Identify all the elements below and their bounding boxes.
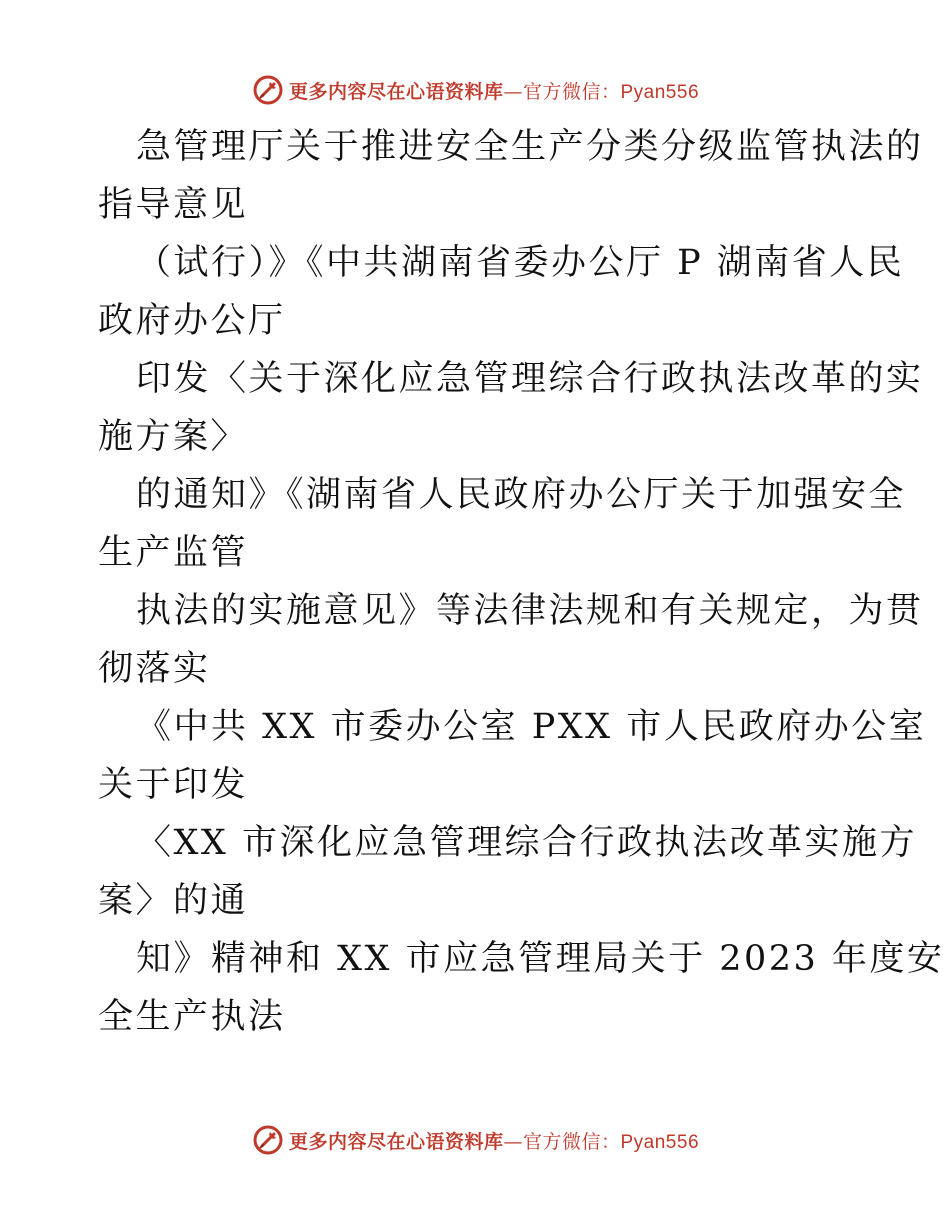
footer-banner [0,1120,950,1160]
body-line: 政府办公厅 [98,301,286,341]
body-line: 指导意见 [98,185,249,225]
body-line: 《中共 XX 市委办公室 PXX 市人民政府办公室 [136,707,927,747]
body-line: 施方案〉 [98,417,249,457]
logo-icon [251,73,285,107]
banner-main-text: 更多内容尽在心语资料库 [288,1130,504,1153]
banner-wechat-label: 官方微信： [522,80,621,103]
body-line: 彻落实 [98,649,211,689]
logo-icon [251,1123,285,1157]
body-line: （试行）》《中共湖南省委办公厅 P 湖南省人民 [136,243,905,283]
body-line: 执法的实施意见》等法律法规和有关规定，为贯 [136,591,924,631]
banner-wechat-label: 官方微信： [522,1130,621,1153]
body-line: 全生产执法 [98,997,286,1037]
banner-separator: — [503,1130,523,1153]
body-line: 生产监管 [98,533,249,573]
body-line: 关于印发 [98,765,249,805]
body-line: 知》精神和 XX 市应急管理局关于 2023 年度安 [136,939,945,979]
body-line: 的通知》《湖南省人民政府办公厅关于加强安全 [136,475,907,515]
body-line: 印发〈关于深化应急管理综合行政执法改革的实 [136,359,924,399]
document-body [98,118,945,1046]
banner-main-text: 更多内容尽在心语资料库 [288,80,504,103]
banner-wechat-id: Pyan556 [620,1131,700,1153]
banner-separator: — [503,80,523,103]
body-line: 〈XX 市深化应急管理综合行政执法改革实施方 [136,823,917,863]
banner-wechat-id: Pyan556 [620,81,700,103]
body-line: 急管理厅关于推进安全生产分类分级监管执法的 [136,127,924,167]
header-banner [0,70,950,110]
body-line: 案〉的通 [98,881,249,921]
